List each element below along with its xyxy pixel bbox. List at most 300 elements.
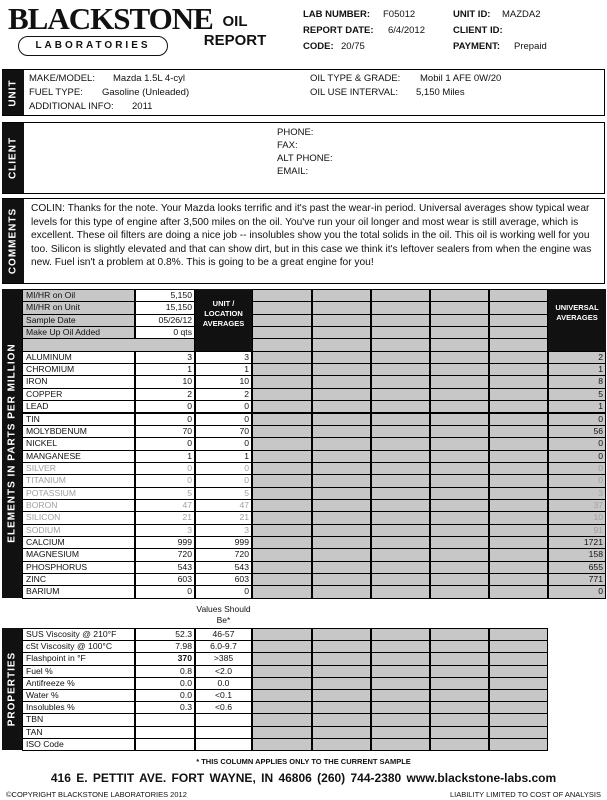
element-universal-average: 0 <box>548 474 606 487</box>
empty-history-cell <box>430 677 489 690</box>
unit-id-label: UNIT ID: <box>453 9 491 20</box>
oil-interval-label: OIL USE INTERVAL: <box>310 87 398 98</box>
element-value: 543 <box>135 561 195 574</box>
empty-history-cell <box>430 701 489 714</box>
empty-history-cell <box>489 474 548 487</box>
empty-history-cell <box>489 351 548 364</box>
email-label: EMAIL: <box>277 166 309 177</box>
empty-history-cell <box>489 511 548 524</box>
empty-history-cell <box>312 314 371 327</box>
element-universal-average: 1 <box>548 363 606 376</box>
empty-history-cell <box>371 677 430 690</box>
empty-history-cell <box>430 713 489 726</box>
empty-history-cell <box>430 474 489 487</box>
lab-number-label: LAB NUMBER: <box>303 9 371 20</box>
empty-history-cell <box>371 652 430 665</box>
element-universal-average: 2 <box>548 351 606 364</box>
empty-history-cell <box>252 413 312 426</box>
element-unit-average: 603 <box>195 573 252 586</box>
property-name: Insolubles % <box>22 701 135 714</box>
empty-history-cell <box>312 388 371 401</box>
unit-id-value: MAZDA2 <box>502 9 541 20</box>
empty-history-cell <box>371 511 430 524</box>
info-row-label: Sample Date <box>22 314 135 327</box>
element-unit-average: 3 <box>195 351 252 364</box>
element-universal-average: 37 <box>548 499 606 512</box>
empty-history-cell <box>252 677 312 690</box>
values-should-be-header: Values Should Be* <box>196 604 251 625</box>
empty-history-cell <box>252 701 312 714</box>
empty-history-cell <box>312 536 371 549</box>
empty-history-cell <box>430 561 489 574</box>
empty-history-cell <box>489 326 548 339</box>
empty-history-cell <box>371 413 430 426</box>
empty-history-cell <box>430 413 489 426</box>
element-universal-average: 8 <box>548 375 606 388</box>
element-unit-average: 543 <box>195 561 252 574</box>
spacer-row <box>22 338 195 351</box>
element-unit-average: 2 <box>195 388 252 401</box>
empty-history-cell <box>312 677 371 690</box>
empty-history-cell <box>489 536 548 549</box>
properties-section-label: PROPERTIES <box>6 651 18 727</box>
element-universal-average: 0 <box>548 437 606 450</box>
empty-history-cell <box>430 585 489 598</box>
element-name: SILICON <box>22 511 135 524</box>
element-unit-average: 21 <box>195 511 252 524</box>
property-value: 370 <box>135 652 195 665</box>
empty-history-cell <box>312 713 371 726</box>
empty-history-cell <box>252 363 312 376</box>
empty-history-cell <box>371 561 430 574</box>
element-unit-average: 1 <box>195 363 252 376</box>
empty-history-cell <box>312 289 371 302</box>
empty-history-cell <box>312 351 371 364</box>
element-universal-average: 0 <box>548 450 606 463</box>
element-value: 21 <box>135 511 195 524</box>
info-row-value: 05/26/12 <box>135 314 195 327</box>
comments-section <box>2 198 605 284</box>
empty-history-cell <box>489 425 548 438</box>
property-name: Flashpoint in °F <box>22 652 135 665</box>
footer-note: * THIS COLUMN APPLIES ONLY TO THE CURRENT SAMPLE <box>196 757 411 766</box>
empty-history-cell <box>489 561 548 574</box>
empty-history-cell <box>371 713 430 726</box>
info-row-label: MI/HR on Oil <box>22 289 135 302</box>
empty-history-cell <box>252 326 312 339</box>
empty-history-cell <box>371 462 430 475</box>
empty-history-cell <box>252 573 312 586</box>
spacer-cell <box>430 338 489 351</box>
empty-history-cell <box>371 301 430 314</box>
empty-history-cell <box>371 487 430 500</box>
make-model-value: Mazda 1.5L 4-cyl <box>113 73 185 84</box>
empty-history-cell <box>430 289 489 302</box>
element-universal-average: 3 <box>548 487 606 500</box>
empty-history-cell <box>371 499 430 512</box>
empty-history-cell <box>312 450 371 463</box>
property-should-be <box>195 713 252 726</box>
empty-history-cell <box>252 375 312 388</box>
empty-history-cell <box>252 665 312 678</box>
empty-history-cell <box>489 524 548 537</box>
empty-history-cell <box>252 738 312 751</box>
empty-history-cell <box>312 499 371 512</box>
empty-history-cell <box>489 301 548 314</box>
empty-history-cell <box>312 652 371 665</box>
empty-history-cell <box>312 548 371 561</box>
property-should-be: >385 <box>195 652 252 665</box>
client-id-label: CLIENT ID: <box>453 25 503 36</box>
payment-label: PAYMENT: <box>453 41 500 52</box>
element-universal-average: 0 <box>548 462 606 475</box>
empty-history-cell <box>489 726 548 739</box>
element-name: TIN <box>22 413 135 426</box>
element-unit-average: 10 <box>195 375 252 388</box>
empty-history-cell <box>371 548 430 561</box>
empty-history-cell <box>252 289 312 302</box>
empty-history-cell <box>252 351 312 364</box>
element-value: 70 <box>135 425 195 438</box>
code-field <box>303 41 334 52</box>
empty-history-cell <box>430 524 489 537</box>
element-unit-average: 0 <box>195 462 252 475</box>
property-value: 7.98 <box>135 640 195 653</box>
empty-history-cell <box>312 375 371 388</box>
property-value: 0.3 <box>135 701 195 714</box>
empty-history-cell <box>430 375 489 388</box>
element-unit-average: 720 <box>195 548 252 561</box>
property-should-be: 6.0-9.7 <box>195 640 252 653</box>
property-should-be: 0.0 <box>195 677 252 690</box>
element-unit-average: 70 <box>195 425 252 438</box>
properties-section-bar <box>2 628 22 750</box>
property-should-be <box>195 738 252 751</box>
empty-history-cell <box>371 665 430 678</box>
empty-history-cell <box>252 400 312 413</box>
element-value: 999 <box>135 536 195 549</box>
code-value: 20/75 <box>341 41 365 52</box>
property-should-be: <0.6 <box>195 701 252 714</box>
empty-history-cell <box>312 413 371 426</box>
fuel-type-value: Gasoline (Unleaded) <box>102 87 190 98</box>
element-name: TITANIUM <box>22 474 135 487</box>
empty-history-cell <box>252 462 312 475</box>
info-row-value: 0 qts <box>135 326 195 339</box>
element-value: 0 <box>135 413 195 426</box>
logo-subtitle: LABORATORIES <box>18 36 168 56</box>
empty-history-cell <box>489 640 548 653</box>
element-value: 0 <box>135 462 195 475</box>
element-universal-average: 56 <box>548 425 606 438</box>
element-universal-average: 1721 <box>548 536 606 549</box>
empty-history-cell <box>371 400 430 413</box>
spacer-cell <box>312 338 371 351</box>
empty-history-cell <box>312 462 371 475</box>
empty-history-cell <box>489 388 548 401</box>
empty-history-cell <box>489 677 548 690</box>
report-title-line2: REPORT <box>203 32 267 49</box>
empty-history-cell <box>489 437 548 450</box>
element-value: 603 <box>135 573 195 586</box>
empty-history-cell <box>252 585 312 598</box>
client-id-field <box>453 25 503 36</box>
empty-history-cell <box>489 400 548 413</box>
element-value: 720 <box>135 548 195 561</box>
empty-history-cell <box>312 561 371 574</box>
empty-history-cell <box>371 351 430 364</box>
empty-history-cell <box>430 726 489 739</box>
empty-history-cell <box>489 314 548 327</box>
empty-history-cell <box>252 499 312 512</box>
empty-history-cell <box>430 536 489 549</box>
unit-section-label: UNIT <box>7 78 19 107</box>
empty-history-cell <box>430 462 489 475</box>
empty-history-cell <box>252 450 312 463</box>
empty-history-cell <box>312 726 371 739</box>
empty-history-cell <box>489 413 548 426</box>
empty-history-cell <box>312 701 371 714</box>
report-header <box>0 0 607 60</box>
empty-history-cell <box>312 511 371 524</box>
property-value <box>135 713 195 726</box>
elements-section-bar <box>2 289 22 598</box>
empty-history-cell <box>252 561 312 574</box>
element-value: 0 <box>135 474 195 487</box>
empty-history-cell <box>489 450 548 463</box>
empty-history-cell <box>312 400 371 413</box>
empty-history-cell <box>489 665 548 678</box>
empty-history-cell <box>371 701 430 714</box>
universal-averages-header: UNIVERSAL AVERAGES <box>548 289 606 351</box>
property-value: 0.0 <box>135 677 195 690</box>
lab-number-field <box>303 9 370 20</box>
element-name: LEAD <box>22 400 135 413</box>
empty-history-cell <box>371 726 430 739</box>
element-unit-average: 0 <box>195 400 252 413</box>
element-unit-average: 0 <box>195 437 252 450</box>
empty-history-cell <box>371 450 430 463</box>
element-universal-average: 5 <box>548 388 606 401</box>
spacer-cell <box>489 338 548 351</box>
element-name: IRON <box>22 375 135 388</box>
element-name: COPPER <box>22 388 135 401</box>
element-name: BORON <box>22 499 135 512</box>
empty-history-cell <box>430 738 489 751</box>
empty-history-cell <box>312 640 371 653</box>
element-value: 3 <box>135 351 195 364</box>
oil-type-value: Mobil 1 AFE 0W/20 <box>420 73 502 84</box>
property-name: TAN <box>22 726 135 739</box>
empty-history-cell <box>489 652 548 665</box>
empty-history-cell <box>371 425 430 438</box>
empty-history-cell <box>430 450 489 463</box>
empty-history-cell <box>312 524 371 537</box>
empty-history-cell <box>252 388 312 401</box>
empty-history-cell <box>430 388 489 401</box>
empty-history-cell <box>252 524 312 537</box>
empty-history-cell <box>252 437 312 450</box>
element-name: PHOSPHORUS <box>22 561 135 574</box>
empty-history-cell <box>371 375 430 388</box>
element-unit-average: 0 <box>195 474 252 487</box>
empty-history-cell <box>252 474 312 487</box>
empty-history-cell <box>489 701 548 714</box>
empty-history-cell <box>252 301 312 314</box>
empty-history-cell <box>252 548 312 561</box>
empty-history-cell <box>312 738 371 751</box>
fuel-type-label: FUEL TYPE: <box>29 87 83 98</box>
empty-history-cell <box>252 511 312 524</box>
empty-history-cell <box>312 487 371 500</box>
empty-history-cell <box>489 738 548 751</box>
empty-history-cell <box>312 573 371 586</box>
element-value: 1 <box>135 450 195 463</box>
report-date-value: 6/4/2012 <box>388 25 425 36</box>
client-section-bar <box>2 123 24 193</box>
element-universal-average: 0 <box>548 585 606 598</box>
element-unit-average: 999 <box>195 536 252 549</box>
empty-history-cell <box>430 499 489 512</box>
element-name: CHROMIUM <box>22 363 135 376</box>
unit-averages-header: UNIT / LOCATION AVERAGES <box>195 289 252 351</box>
empty-history-cell <box>371 289 430 302</box>
info-row-value: 5,150 <box>135 289 195 302</box>
property-should-be: <0.1 <box>195 689 252 702</box>
empty-history-cell <box>489 487 548 500</box>
comments-section-bar <box>2 199 24 283</box>
property-value: 52.3 <box>135 628 195 641</box>
empty-history-cell <box>312 665 371 678</box>
unit-section <box>2 69 605 116</box>
unit-section-bar <box>2 70 24 115</box>
property-name: cSt Viscosity @ 100°C <box>22 640 135 653</box>
element-value: 0 <box>135 437 195 450</box>
empty-history-cell <box>371 363 430 376</box>
element-value: 5 <box>135 487 195 500</box>
empty-history-cell <box>371 536 430 549</box>
element-unit-average: 5 <box>195 487 252 500</box>
empty-history-cell <box>430 573 489 586</box>
element-universal-average: 158 <box>548 548 606 561</box>
element-universal-average: 10 <box>548 511 606 524</box>
empty-history-cell <box>371 573 430 586</box>
element-name: MOLYBDENUM <box>22 425 135 438</box>
property-name: Water % <box>22 689 135 702</box>
empty-history-cell <box>489 289 548 302</box>
empty-history-cell <box>430 640 489 653</box>
element-value: 47 <box>135 499 195 512</box>
empty-history-cell <box>312 585 371 598</box>
fax-label: FAX: <box>277 140 298 151</box>
element-universal-average: 655 <box>548 561 606 574</box>
empty-history-cell <box>430 652 489 665</box>
footer-copyright: ©COPYRIGHT BLACKSTONE LABORATORIES 2012 <box>6 790 187 799</box>
spacer-cell <box>371 338 430 351</box>
footer-liability: LIABILITY LIMITED TO COST OF ANALYSIS <box>449 790 601 799</box>
empty-history-cell <box>489 573 548 586</box>
alt-phone-label: ALT PHONE: <box>277 153 333 164</box>
empty-history-cell <box>371 314 430 327</box>
element-unit-average: 1 <box>195 450 252 463</box>
empty-history-cell <box>489 548 548 561</box>
property-name: Antifreeze % <box>22 677 135 690</box>
element-universal-average: 91 <box>548 524 606 537</box>
property-name: TBN <box>22 713 135 726</box>
elements-section-label: ELEMENTS IN PARTS PER MILLION <box>6 343 18 544</box>
property-value <box>135 738 195 751</box>
empty-history-cell <box>371 474 430 487</box>
report-title-line1: OIL <box>222 13 248 30</box>
make-model-label: MAKE/MODEL: <box>29 73 95 84</box>
empty-history-cell <box>430 351 489 364</box>
element-name: BARIUM <box>22 585 135 598</box>
property-should-be: <2.0 <box>195 665 252 678</box>
element-value: 2 <box>135 388 195 401</box>
report-title <box>200 12 270 50</box>
property-name: SUS Viscosity @ 210°F <box>22 628 135 641</box>
property-value: 0.8 <box>135 665 195 678</box>
property-value <box>135 726 195 739</box>
logo-name: BLACKSTONE <box>8 1 213 36</box>
element-unit-average: 0 <box>195 585 252 598</box>
empty-history-cell <box>430 548 489 561</box>
empty-history-cell <box>430 326 489 339</box>
property-should-be: 46-57 <box>195 628 252 641</box>
oil-interval-value: 5,150 Miles <box>416 87 465 98</box>
empty-history-cell <box>489 363 548 376</box>
empty-history-cell <box>489 585 548 598</box>
info-row-value: 15,150 <box>135 301 195 314</box>
empty-history-cell <box>252 314 312 327</box>
empty-history-cell <box>489 462 548 475</box>
empty-history-cell <box>312 326 371 339</box>
info-row-label: Make Up Oil Added <box>22 326 135 339</box>
element-name: SODIUM <box>22 524 135 537</box>
code-label: CODE: <box>303 41 334 52</box>
property-name: ISO Code <box>22 738 135 751</box>
empty-history-cell <box>430 400 489 413</box>
element-universal-average: 1 <box>548 400 606 413</box>
payment-value: Prepaid <box>514 41 547 52</box>
empty-history-cell <box>489 375 548 388</box>
empty-history-cell <box>252 536 312 549</box>
empty-history-cell <box>371 326 430 339</box>
client-section-label: CLIENT <box>7 136 19 180</box>
property-should-be <box>195 726 252 739</box>
element-name: ALUMINUM <box>22 351 135 364</box>
element-name: ZINC <box>22 573 135 586</box>
info-row-label: MI/HR on Unit <box>22 301 135 314</box>
element-value: 0 <box>135 400 195 413</box>
empty-history-cell <box>252 726 312 739</box>
client-section <box>2 122 605 194</box>
empty-history-cell <box>430 301 489 314</box>
element-name: POTASSIUM <box>22 487 135 500</box>
oil-type-label: OIL TYPE & GRADE: <box>310 73 401 84</box>
report-date-field <box>303 25 374 36</box>
phone-label: PHONE: <box>277 127 314 138</box>
element-universal-average: 771 <box>548 573 606 586</box>
empty-history-cell <box>430 487 489 500</box>
element-value: 10 <box>135 375 195 388</box>
element-unit-average: 47 <box>195 499 252 512</box>
empty-history-cell <box>312 425 371 438</box>
property-name: Fuel % <box>22 665 135 678</box>
element-value: 0 <box>135 585 195 598</box>
empty-history-cell <box>252 652 312 665</box>
comments-section-label: COMMENTS <box>7 207 19 275</box>
